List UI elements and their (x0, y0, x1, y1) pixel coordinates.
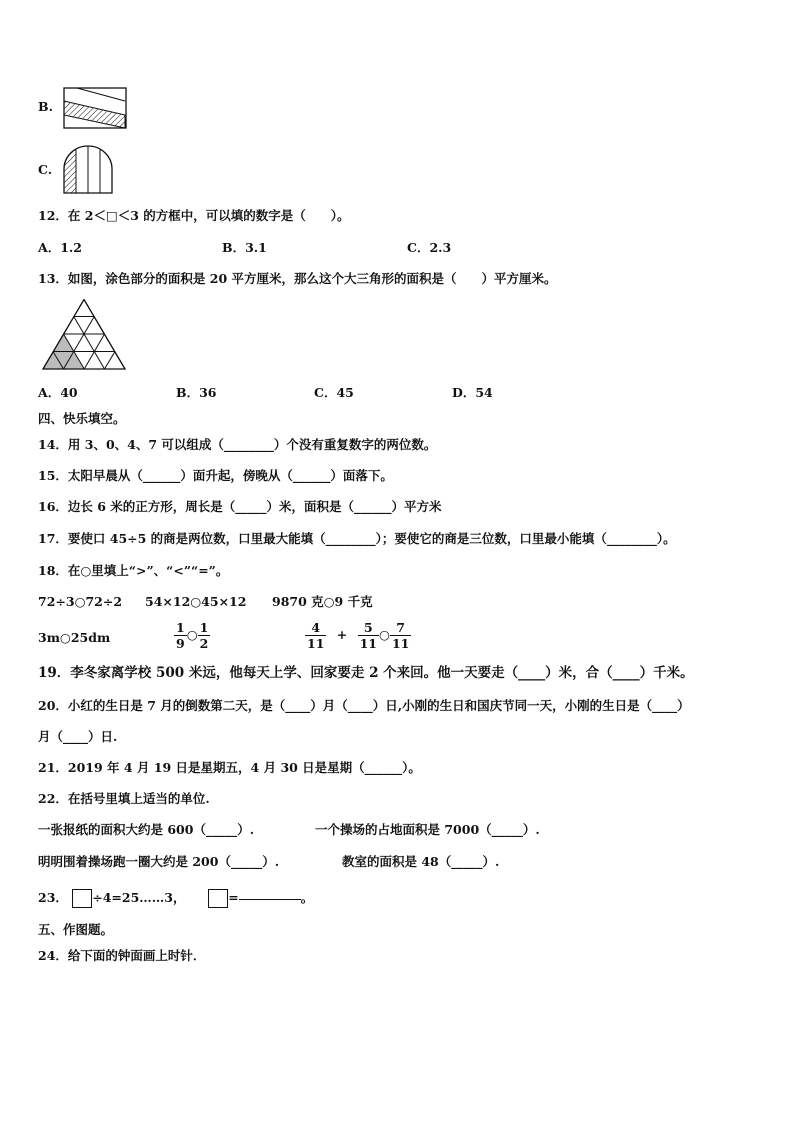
q20-text-line1: 20．小红的生日是 7 月的倒数第二天，是（____）月（____）日,小刚的生日和国庆节同一天，小刚的生日是（____） (38, 698, 690, 713)
fraction-7-11: $\frac{7}{11}$ (391, 620, 410, 651)
compare-circle: ○ (379, 627, 390, 642)
q24-text: 24．给下面的钟面画上时针． (38, 948, 206, 963)
q13-option-c: C．45 (314, 385, 354, 400)
q14-text: 14．用 3、0、4、7 可以组成（________）个没有重复数字的两位数。 (38, 437, 437, 452)
section-4-heading: 四、快乐填空。 (38, 411, 126, 426)
q15-text: 15．太阳早晨从（______）面升起，傍晚从（______）面落下。 (38, 468, 393, 483)
option-c-label: C. (38, 162, 53, 177)
q23-number: 23． (38, 890, 68, 905)
q13-text: 13．如图，涂色部分的面积是 20 平方厘米，那么这个大三角形的面积是（ ）平方厘米。 (38, 271, 557, 286)
fraction-4-11: $\frac{4}{11}$ (307, 620, 325, 651)
compare-circle: ○ (186, 627, 198, 642)
q16-text: 16．边长 6 米的正方形，周长是（_____）米，面积是（______）平方米 (38, 499, 442, 514)
q12-option-c: C．2.3 (407, 240, 452, 255)
q23-answer-box-2[interactable] (208, 889, 228, 908)
plus-sign: + (336, 627, 348, 642)
q18-fraction-compare-1 (174, 620, 210, 651)
q22-item-c: 明明围着操场跑一圈大约是 200（_____）. (38, 854, 280, 869)
q18-item-1: 72÷3○72÷2 (38, 594, 123, 609)
q13-option-d: D．54 (452, 385, 493, 400)
option-c-figure (62, 145, 114, 195)
q22-item-b: 一个操场的占地面积是 7000（_____）. (315, 822, 540, 837)
q23-end-mark: 。 (300, 890, 314, 905)
q17-text: 17．要使口 45÷5 的商是两位数，口里最大能填（________）；要使它的商是三位数，口里最小能填（________）。 (38, 531, 676, 546)
q18-item-4: 3m○25dm (38, 630, 111, 645)
q21-text: 21．2019 年 4 月 19 日是星期五，4 月 30 日是星期（______）。 (38, 760, 421, 775)
fraction-1-9: $\frac{1}{9}$ (176, 620, 185, 651)
q13-triangle-figure (42, 299, 126, 371)
q23-answer-box[interactable] (72, 889, 92, 908)
q22-item-d: 教室的面积是 48（_____）. (342, 854, 500, 869)
option-b-label: B. (38, 99, 53, 114)
q12-option-b: B．3.1 (222, 240, 267, 255)
fraction-1-2: $\frac{1}{2}$ (199, 620, 209, 651)
q18-item-2: 54×12○45×12 (145, 594, 247, 609)
q22-item-a: 一张报纸的面积大约是 600（_____）. (38, 822, 255, 837)
q18-text: 18．在○里填上“>”、“<”“=”。 (38, 563, 229, 578)
q12-option-a: A．1.2 (38, 240, 82, 255)
q20-text-line2: 月（____）日. (38, 729, 118, 744)
q22-text: 22．在括号里填上适当的单位. (38, 791, 210, 806)
q23-answer-blank[interactable] (239, 898, 301, 900)
q18-fraction-compare-2 (305, 620, 411, 651)
q23-row (38, 889, 313, 908)
q12-text: 12．在 2＜□＜3 的方框中，可以填的数字是（ ）。 (38, 208, 350, 223)
q23-expression: ÷4=25……3， (92, 890, 186, 905)
option-b-figure (63, 87, 127, 129)
q13-option-a: A．40 (38, 385, 78, 400)
q19-text: 19．李冬家离学校 500 米远，他每天上学、回家要走 2 个来回。他一天要走（____）米，合（____）千米。 (38, 665, 694, 681)
q23-equals: = (228, 890, 239, 905)
q18-item-3: 9870 克○9 千克 (272, 594, 373, 609)
q13-option-b: B．36 (176, 385, 217, 400)
fraction-5-11: $\frac{5}{11}$ (359, 620, 378, 651)
section-5-heading: 五、作图题。 (38, 922, 114, 937)
